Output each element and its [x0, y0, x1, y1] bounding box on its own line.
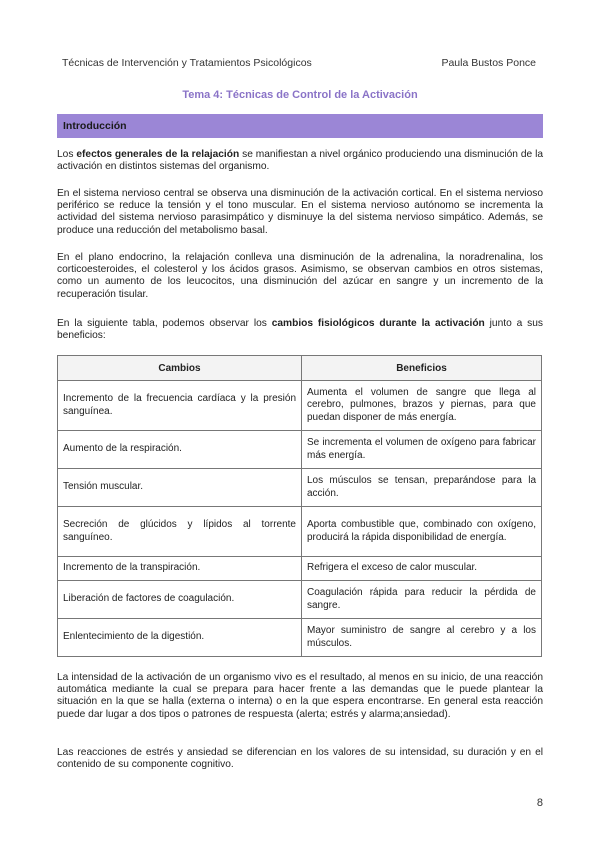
table-row — [58, 557, 542, 581]
table-row — [58, 381, 542, 431]
paragraph-activation-intensity: La intensidad de la activación de un organismo vivo es el resultado, al menos en su inicio, de una reacción automática mediante la cual se prepara para hacer frente a las demandas que le puede plantear la situación en la que se halla (externa o interna) o en la que espera encontrarse. En general esta reacción puede dar lugar a dos tipos o patrones de respuesta (alerta; estrés y alarma;ansiedad). — [57, 672, 543, 720]
paragraph-nervous-system: En el sistema nervioso central se observa una disminución de la activación cortical. En el sistema nervioso periférico se reduce la tensión y el tono muscular. En el sistema nervioso autónomo se incrementa la actividad del sistema nervioso parasimpático y disminuye la del sistema nervioso simpático. Además, se produce una reducción del metabolismo basal. — [57, 188, 543, 236]
table-header-row — [58, 356, 542, 381]
table-cell-change: Enlentecimiento de la digestión. — [58, 619, 302, 657]
table-cell-benefit: Aumenta el volumen de sangre que llega al cerebro, pulmones, brazos y piernas, para que puedan disponer de más energía. — [302, 381, 542, 431]
bold-text: efectos generales de la relajación — [76, 149, 240, 160]
paragraph-table-intro — [57, 318, 543, 342]
table-cell-change: Liberación de factores de coagulación. — [58, 581, 302, 619]
table-row — [58, 469, 542, 507]
table-cell-benefit: Aporta combustible que, combinado con oxígeno, producirá la rápida disponibilidad de energía. — [302, 507, 542, 557]
paragraph-text: En la siguiente tabla, podemos observar los — [57, 318, 272, 329]
table-cell-change: Incremento de la transpiración. — [58, 557, 302, 581]
running-header — [62, 57, 536, 69]
table-row — [58, 619, 542, 657]
table-cell-benefit: Los músculos se tensan, preparándose para la acción. — [302, 469, 542, 507]
table-row — [58, 507, 542, 557]
paragraph-stress-anxiety: Las reacciones de estrés y ansiedad se diferencian en los valores de su intensidad, su duración y en el contenido de su componente cognitivo. — [57, 747, 543, 771]
paragraph-text: junto a sus beneficios: — [57, 318, 543, 342]
table-cell-change: Aumento de la respiración. — [58, 431, 302, 469]
document-title: Tema 4: Técnicas de Control de la Activación — [182, 89, 418, 101]
section-heading — [57, 114, 543, 138]
paragraph-relaxation-effects — [57, 149, 543, 173]
table-row — [58, 431, 542, 469]
course-name: Técnicas de Intervención y Tratamientos Psicológicos — [62, 57, 312, 69]
table-cell-benefit: Refrigera el exceso de calor muscular. — [302, 557, 542, 581]
changes-benefits-table — [57, 355, 542, 657]
column-header-changes: Cambios — [58, 356, 302, 381]
section-heading-label: Introducción — [63, 120, 127, 132]
table-cell-benefit: Se incrementa el volumen de oxígeno para fabricar más energía. — [302, 431, 542, 469]
column-header-benefits: Beneficios — [302, 356, 542, 381]
author-name: Paula Bustos Ponce — [441, 57, 536, 69]
paragraph-text: Los — [57, 149, 77, 160]
table-cell-change: Tensión muscular. — [58, 469, 302, 507]
table-cell-benefit: Coagulación rápida para reducir la pérdida de sangre. — [302, 581, 542, 619]
paragraph-text: se manifiestan a nivel orgánico produciendo una disminución de la activación en distintos sistemas del organismo. — [57, 149, 543, 173]
table-cell-change: Secreción de glúcidos y lípidos al torrente sanguíneo. — [58, 507, 302, 557]
table-cell-change: Incremento de la frecuencia cardíaca y la presión sanguínea. — [58, 381, 302, 431]
paragraph-endocrine: En el plano endocrino, la relajación conlleva una disminución de la adrenalina, la noradrenalina, los corticoesteroides, el colesterol y los ácidos grasos. Asimismo, se observan cambios en otros sistemas, como un aumento de los leucocitos, una disminución del azúcar en sangre y un incremento de la recuperación tisular. — [57, 252, 543, 300]
bold-text: cambios fisiológicos durante la activación — [271, 318, 485, 329]
table-cell-benefit: Mayor suministro de sangre al cerebro y a los músculos. — [302, 619, 542, 657]
page-number: 8 — [536, 797, 543, 809]
table-row — [58, 581, 542, 619]
